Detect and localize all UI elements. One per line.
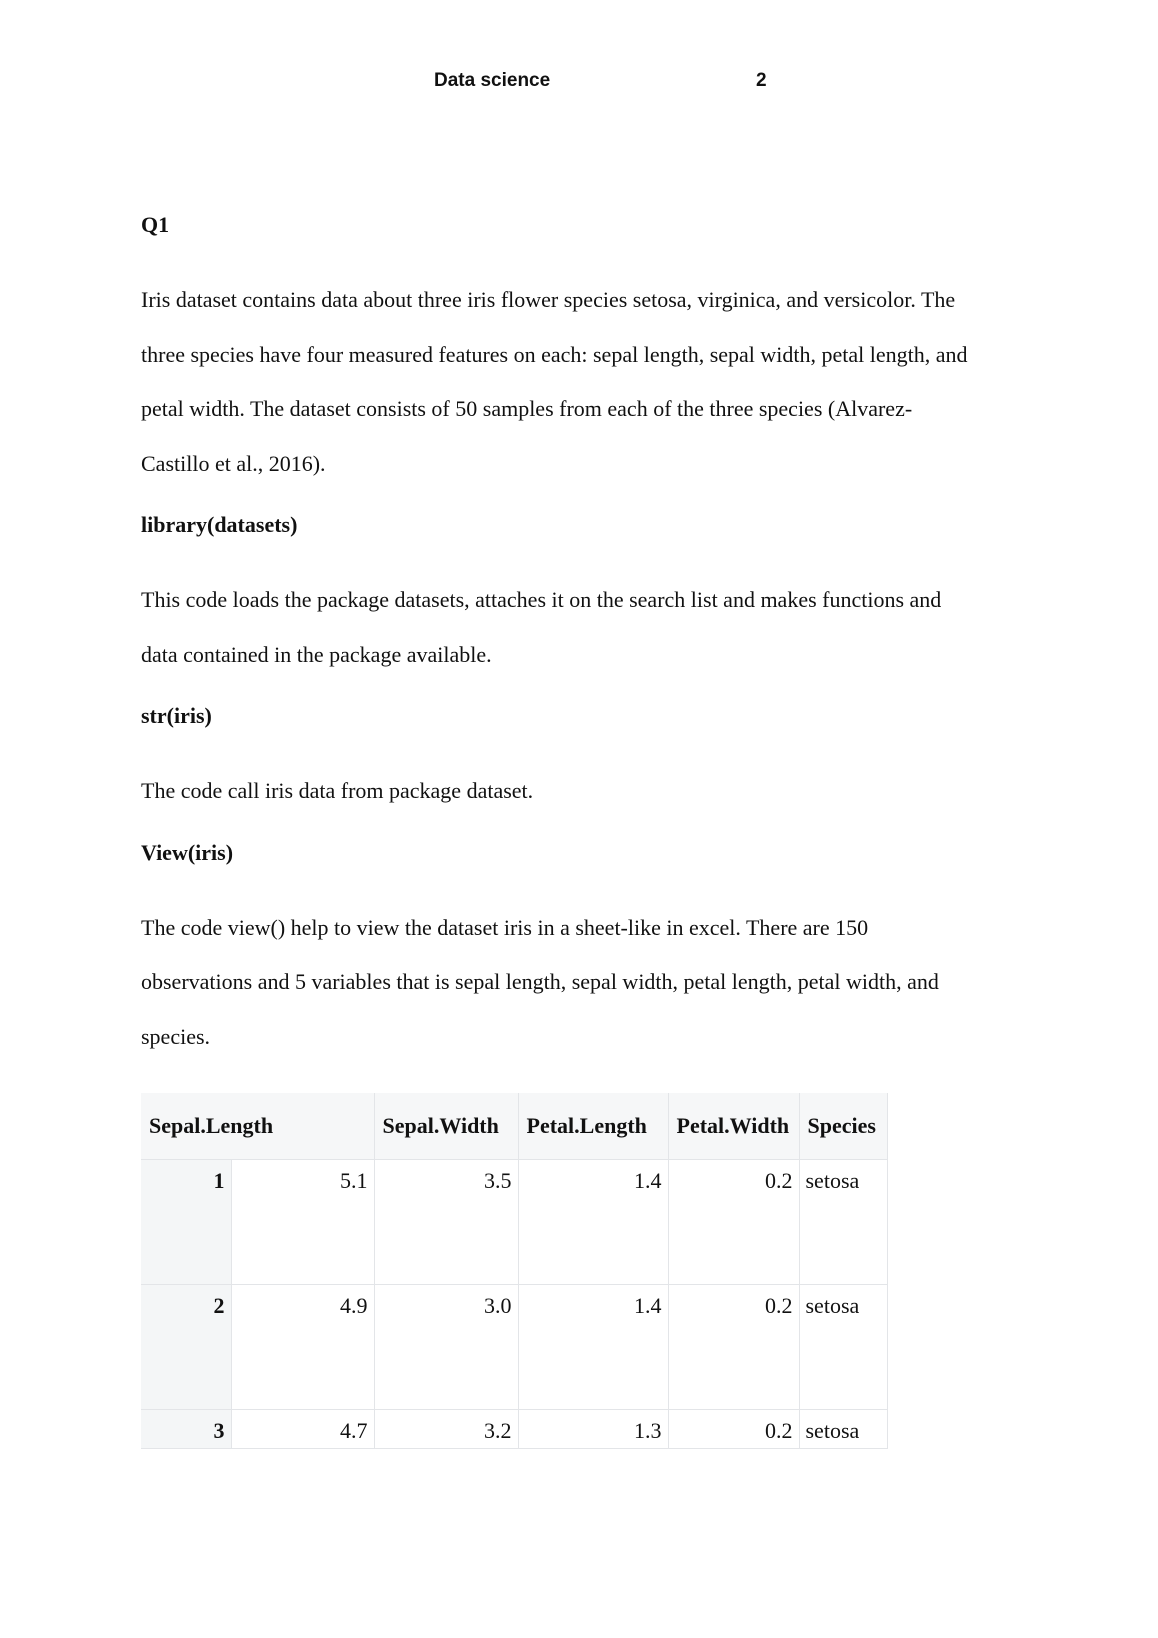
text-line: Iris dataset contains data about three iris flower species setosa, virginica, and versicolor. The bbox=[141, 287, 956, 312]
text-line: This code loads the package datasets, attaches it on the search list and makes functions and bbox=[141, 587, 942, 612]
cell-sepal-length: 4.7 bbox=[231, 1410, 374, 1449]
document-body bbox=[141, 205, 1041, 1064]
header-title: Data science bbox=[434, 70, 551, 91]
text-line: data contained in the package available. bbox=[141, 641, 492, 667]
library-description bbox=[141, 573, 1041, 682]
row-index: 2 bbox=[141, 1285, 231, 1410]
code-heading-view: View(iris) bbox=[141, 839, 234, 865]
cell-sepal-width: 3.5 bbox=[374, 1160, 518, 1285]
page-header bbox=[0, 66, 1158, 96]
page-number: 2 bbox=[756, 70, 767, 91]
view-description bbox=[141, 901, 1041, 1065]
text-line: The code view() help to view the dataset iris in a sheet-like in excel. There are 150 bbox=[141, 914, 869, 940]
cell-sepal-width: 3.0 bbox=[374, 1285, 518, 1410]
column-header-species: Species bbox=[799, 1093, 887, 1160]
row-index: 1 bbox=[141, 1160, 231, 1285]
str-description bbox=[141, 764, 1041, 819]
cell-sepal-length: 4.9 bbox=[231, 1285, 374, 1410]
row-index: 3 bbox=[141, 1410, 231, 1449]
text-line: The code call iris data from package dataset. bbox=[141, 778, 534, 803]
intro-paragraph bbox=[141, 273, 1041, 491]
code-heading-library: library(datasets) bbox=[141, 512, 298, 537]
table-header-row bbox=[141, 1093, 887, 1160]
cell-species: setosa bbox=[799, 1410, 887, 1449]
table-row bbox=[141, 1160, 887, 1285]
column-header-sepal-length: Sepal.Length bbox=[141, 1093, 374, 1160]
text-line: observations and 5 variables that is sepal length, sepal width, petal length, petal width, and bbox=[141, 969, 939, 994]
text-line: three species have four measured features on each: sepal length, sepal width, petal length, and bbox=[141, 341, 968, 367]
table-row bbox=[141, 1410, 887, 1449]
table-row bbox=[141, 1285, 887, 1410]
text-line: Castillo et al., 2016). bbox=[141, 450, 326, 476]
column-header-petal-length: Petal.Length bbox=[518, 1093, 668, 1160]
cell-species: setosa bbox=[799, 1285, 887, 1410]
cell-petal-length: 1.4 bbox=[518, 1285, 668, 1410]
cell-petal-width: 0.2 bbox=[668, 1285, 799, 1410]
cell-sepal-width: 3.2 bbox=[374, 1410, 518, 1449]
text-line: species. bbox=[141, 1023, 211, 1049]
cell-petal-width: 0.2 bbox=[668, 1160, 799, 1285]
cell-petal-width: 0.2 bbox=[668, 1410, 799, 1449]
iris-table bbox=[141, 1093, 888, 1449]
column-header-sepal-width: Sepal.Width bbox=[374, 1093, 518, 1160]
column-header-petal-width: Petal.Width bbox=[668, 1093, 799, 1160]
section-heading-q1: Q1 bbox=[141, 212, 170, 237]
cell-species: setosa bbox=[799, 1160, 887, 1285]
cell-petal-length: 1.3 bbox=[518, 1410, 668, 1449]
text-line: petal width. The dataset consists of 50 samples from each of the three species (Alvarez- bbox=[141, 396, 913, 421]
code-heading-str: str(iris) bbox=[141, 703, 212, 728]
cell-sepal-length: 5.1 bbox=[231, 1160, 374, 1285]
cell-petal-length: 1.4 bbox=[518, 1160, 668, 1285]
